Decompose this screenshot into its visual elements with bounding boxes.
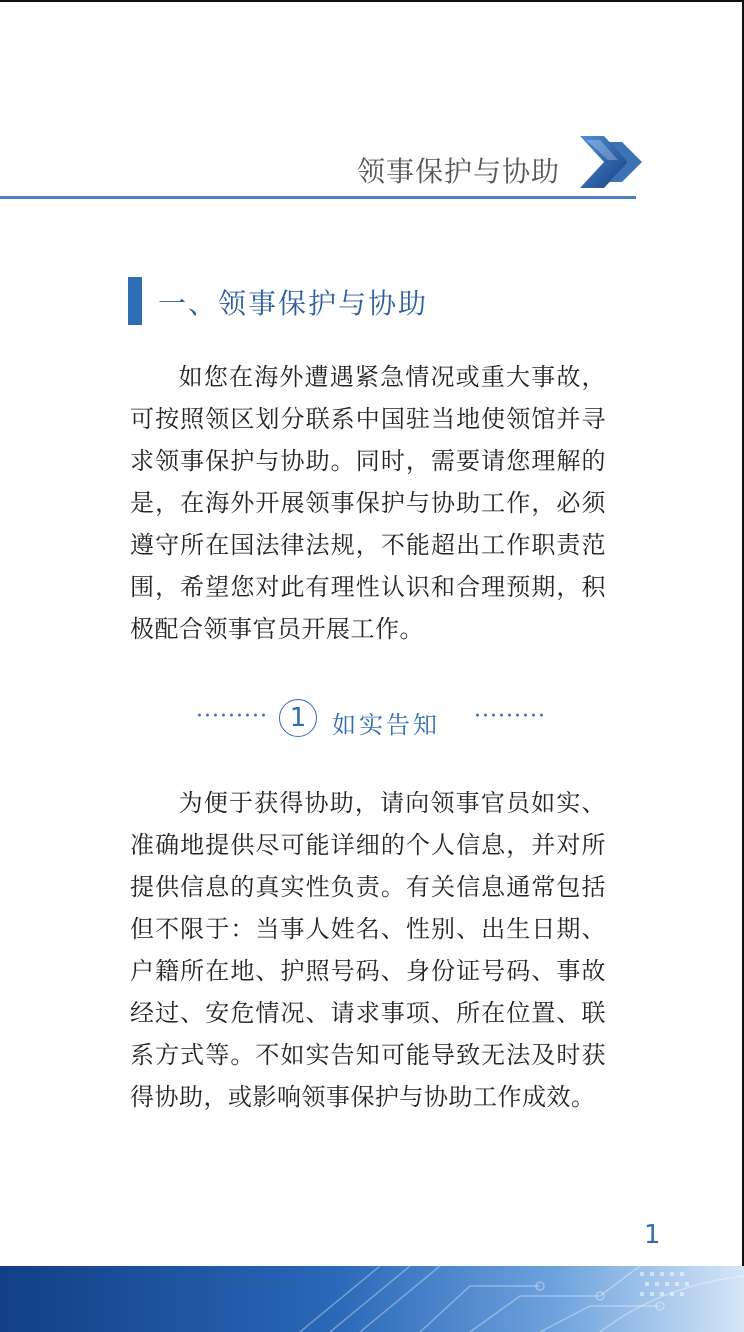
subsection-title: 如实告知 (332, 711, 440, 739)
intro-paragraph-text: 如您在海外遭遇紧急情况或重大事故，可按照领区划分联系中国驻当地使领馆并寻求领事保护与协助。同时，需要请您理解的是，在海外开展领事保护与协助工作，必须遵守所在国法律法规，不能超出工作职责范围，希望您对此有理性认识和合理预期，积极配合领事官员开展工作。 (130, 363, 606, 643)
intro-paragraph (130, 356, 606, 650)
truthful-info-paragraph-text: 为便于获得协助，请向领事官员如实、准确地提供尽可能详细的个人信息，并对所提供信息的真实性负责。有关信息通常包括但不限于：当事人姓名、性别、出生日期、户籍所在地、护照号码、身份证号码、事故经过、安危情况、请求事项、所在位置、联系方式等。不如实告知可能导致无法及时获得协助，或影响领事保护与协助工作成效。 (130, 789, 606, 1111)
header-rule (0, 196, 636, 199)
subsection-dots-right: ········· (474, 704, 546, 729)
subsection-number-badge: 1 (279, 699, 317, 737)
double-chevron-icon (578, 134, 646, 190)
page-number: 1 (644, 1220, 661, 1250)
page-frame-top (0, 0, 744, 2)
section-marker-bar (128, 277, 142, 325)
header-title: 领事保护与协助 (356, 155, 560, 188)
footer-decorative-band (0, 1266, 744, 1332)
truthful-info-paragraph (130, 782, 606, 1118)
section-title: 一、领事保护与协助 (158, 287, 429, 320)
subsection-dots-left: ········· (196, 704, 268, 729)
